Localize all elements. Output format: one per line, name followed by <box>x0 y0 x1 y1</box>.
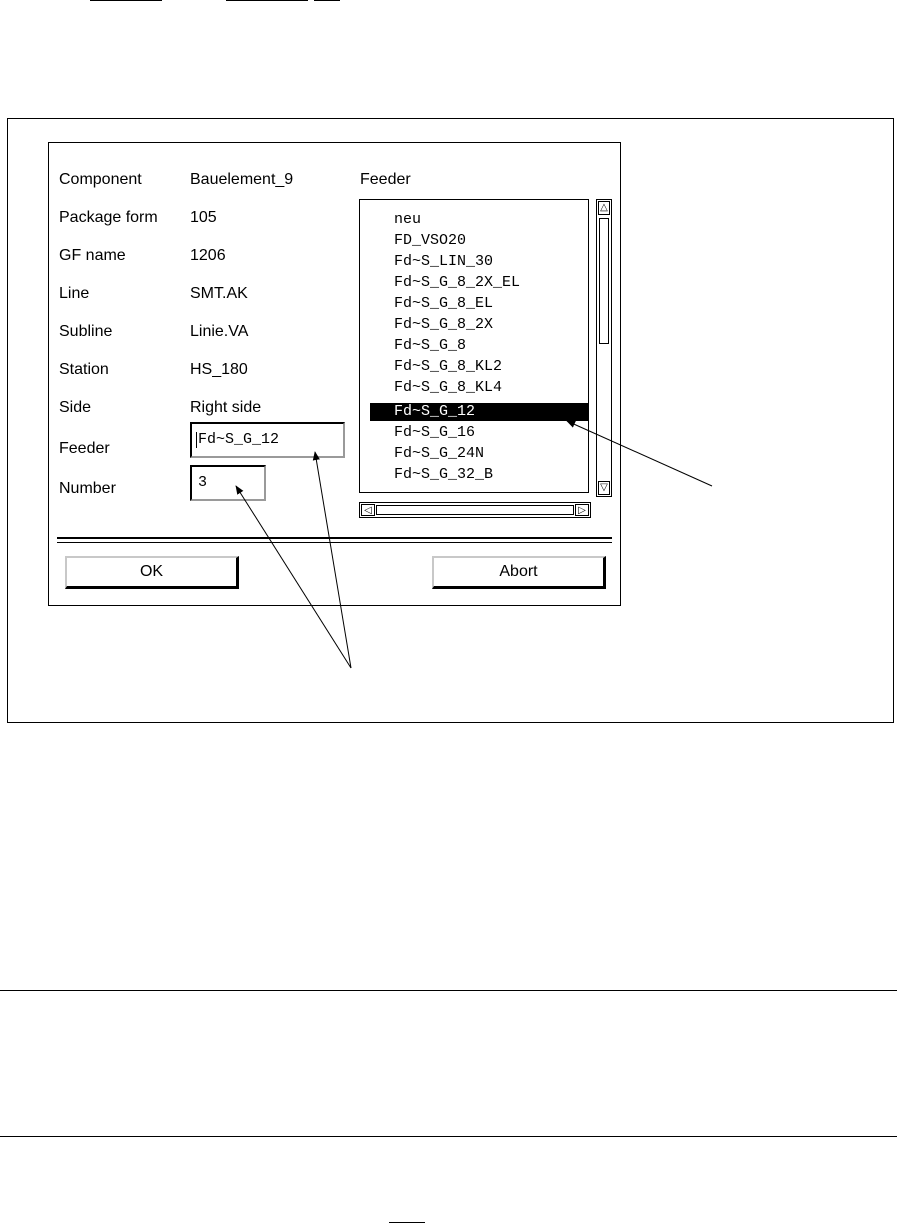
list-item[interactable]: neu <box>394 211 422 228</box>
number-input-value: 3 <box>198 474 208 491</box>
list-item[interactable]: Fd~S_G_8_2X_EL <box>394 274 521 291</box>
line-label: Line <box>59 285 90 302</box>
station-value: HS_180 <box>190 361 248 378</box>
subline-value: Linie.VA <box>190 323 249 340</box>
list-item[interactable]: Fd~S_G_16 <box>394 424 476 441</box>
list-item[interactable]: Fd~S_G_8_KL2 <box>394 358 503 375</box>
scroll-down-arrow-icon[interactable]: ▽ <box>598 481 610 495</box>
list-item[interactable]: Fd~S_G_24N <box>394 445 485 462</box>
feeder-input-value: Fd~S_G_12 <box>198 431 280 448</box>
abort-button[interactable]: Abort <box>432 556 606 589</box>
line-value: SMT.AK <box>190 285 248 302</box>
package-form-value: 105 <box>190 209 217 226</box>
list-item[interactable]: Fd~S_G_8_KL4 <box>394 379 503 396</box>
selected-list-item[interactable]: Fd~S_G_12 <box>370 403 589 421</box>
number-label: Number <box>59 480 116 497</box>
pointer-to-number-input <box>236 486 351 668</box>
list-item[interactable]: Fd~S_G_8 <box>394 337 467 354</box>
list-item[interactable]: Fd~S_LIN_30 <box>394 253 494 270</box>
scroll-left-arrow-icon[interactable]: ◁ <box>361 504 375 516</box>
gf-name-label: GF name <box>59 247 126 264</box>
station-label: Station <box>59 361 109 378</box>
list-item[interactable]: Fd~S_G_32_B <box>394 466 494 483</box>
side-label: Side <box>59 399 92 416</box>
list-item[interactable]: FD_VSO20 <box>394 232 467 249</box>
list-item[interactable]: Fd~S_G_8_2X <box>394 316 494 333</box>
pointer-to-selected-feeder <box>567 421 712 486</box>
package-form-label: Package form <box>59 209 158 226</box>
feeder-label: Feeder <box>59 440 110 457</box>
list-item[interactable]: Fd~S_G_8_EL <box>394 295 494 312</box>
gf-name-value: 1206 <box>190 247 226 264</box>
component-value: Bauelement_9 <box>190 171 294 188</box>
ok-button[interactable]: OK <box>65 556 239 589</box>
pointer-to-feeder-input <box>315 452 351 668</box>
subline-label: Subline <box>59 323 113 340</box>
component-label: Component <box>59 171 142 188</box>
scroll-right-arrow-icon[interactable]: ▷ <box>575 504 589 516</box>
scroll-up-arrow-icon[interactable]: △ <box>598 201 610 215</box>
feeder-list-title: Feeder <box>360 171 411 188</box>
side-value: Right side <box>190 399 262 416</box>
